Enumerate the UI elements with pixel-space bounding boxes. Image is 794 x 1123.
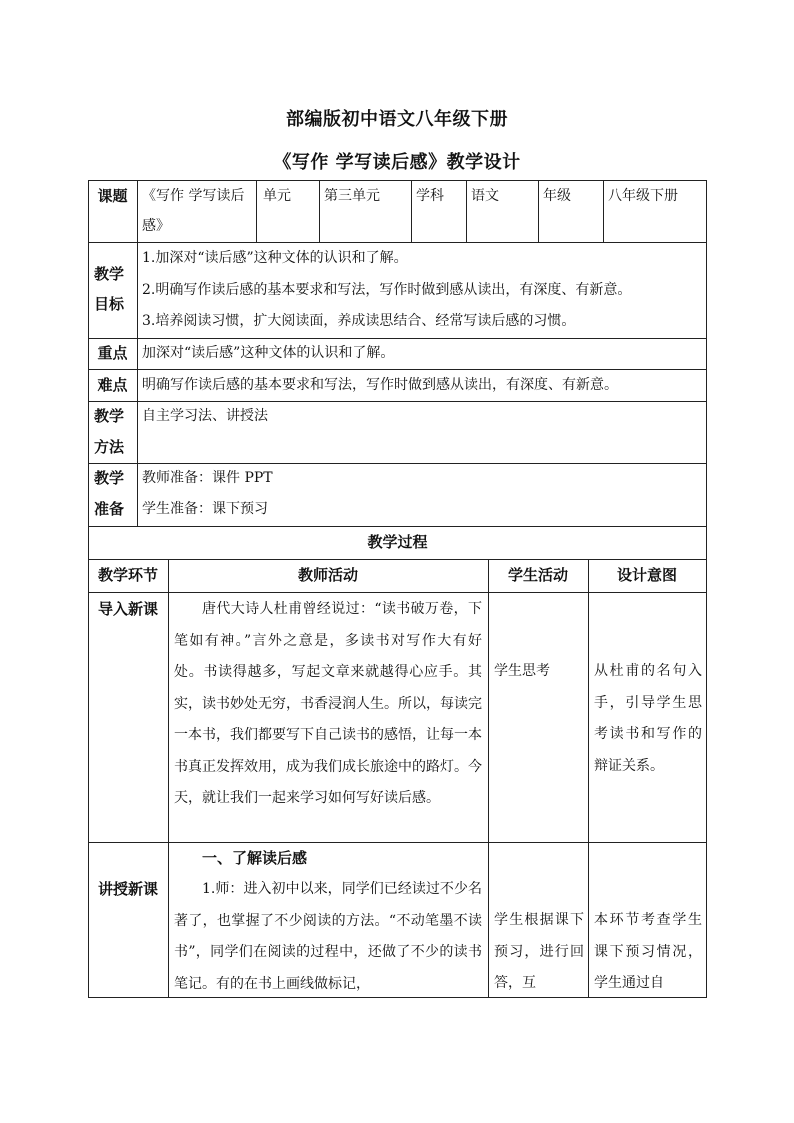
header-design-intent: 设计意图 <box>616 566 677 584</box>
header-stage: 教学环节 <box>97 566 158 584</box>
design-intent-new-lesson: 本环节考查学生课下预习情况，学生通过自 <box>594 912 702 991</box>
prep-label: 教学准备 <box>94 469 125 518</box>
header-student-activity: 学生活动 <box>507 566 568 584</box>
document-title: 部编版初中语文八年级下册 <box>286 109 508 130</box>
stage-intro: 导入新课 <box>97 600 158 618</box>
key-point-label: 重点 <box>97 344 128 362</box>
goal-item-3: 3.培养阅读习惯，扩大阅读面，养成读思结合、经常写读后感的习惯。 <box>142 313 576 329</box>
key-point-value: 加深对“读后感”这种文体的认识和了解。 <box>142 345 395 361</box>
teacher-activity-intro: 唐代大诗人杜甫曾经说过：“读书破万卷，下笔如有神。”言外之意是，多读书对写作大有好处。书读得越多，写起文章来就越得心应手。其实，读书妙处无穷，书香浸润人生。所以，每读完一本书，我们都要写下自己读书的感悟，让每一本书真正发挥效用，成为我们成长旅途中的路灯。今天，就让我们一起来学习如何写好读后感。 <box>174 601 482 806</box>
grade-value: 八年级下册 <box>608 188 678 204</box>
unit-label: 单元 <box>263 188 291 204</box>
topic-label: 课题 <box>97 187 128 205</box>
difficulty-value: 明确写作读后感的基本要求和写法，写作时做到感从读出，有深度、有新意。 <box>142 377 618 393</box>
header-teacher-activity: 教师活动 <box>297 566 358 584</box>
student-activity-new-lesson: 学生根据课下预习，进行回答，互 <box>494 912 584 991</box>
difficulty-label: 难点 <box>97 376 128 394</box>
topic-value: 《写作 学写读后感》 <box>142 188 245 234</box>
grade-label: 年级 <box>543 188 571 204</box>
prep-student: 学生准备：课下预习 <box>142 501 268 517</box>
subject-value: 语文 <box>471 188 499 204</box>
goals-label: 教学目标 <box>94 265 125 313</box>
design-intent-intro: 从杜甫的名句入手，引导学生思考读书和写作的辩证关系。 <box>594 663 702 774</box>
process-title: 教学过程 <box>367 533 428 551</box>
teacher-heading-new-lesson: 一、了解读后感 <box>202 849 308 867</box>
unit-value: 第三单元 <box>324 188 380 204</box>
method-label: 教学方法 <box>94 407 125 456</box>
goal-item-1: 1.加深对“读后感”这种文体的认识和了解。 <box>142 250 408 266</box>
student-activity-intro: 学生思考 <box>494 663 550 679</box>
document-subtitle: 《写作 学写读后感》教学设计 <box>273 152 521 173</box>
prep-teacher: 教师准备：课件 PPT <box>142 470 273 486</box>
stage-new-lesson: 讲授新课 <box>97 880 158 898</box>
teacher-activity-new-lesson: 1.师：进入初中以来，同学们已经读过不少名著了，也掌握了不少阅读的方法。“不动笔墨不读书”，同学们在阅读的过程中，还做了不少的读书笔记。有的在书上画线做标记， <box>174 881 482 992</box>
goal-item-2: 2.明确写作读后感的基本要求和写法，写作时做到感从读出，有深度、有新意。 <box>142 282 632 298</box>
method-value: 自主学习法、讲授法 <box>142 408 268 424</box>
subject-label: 学科 <box>416 188 444 204</box>
